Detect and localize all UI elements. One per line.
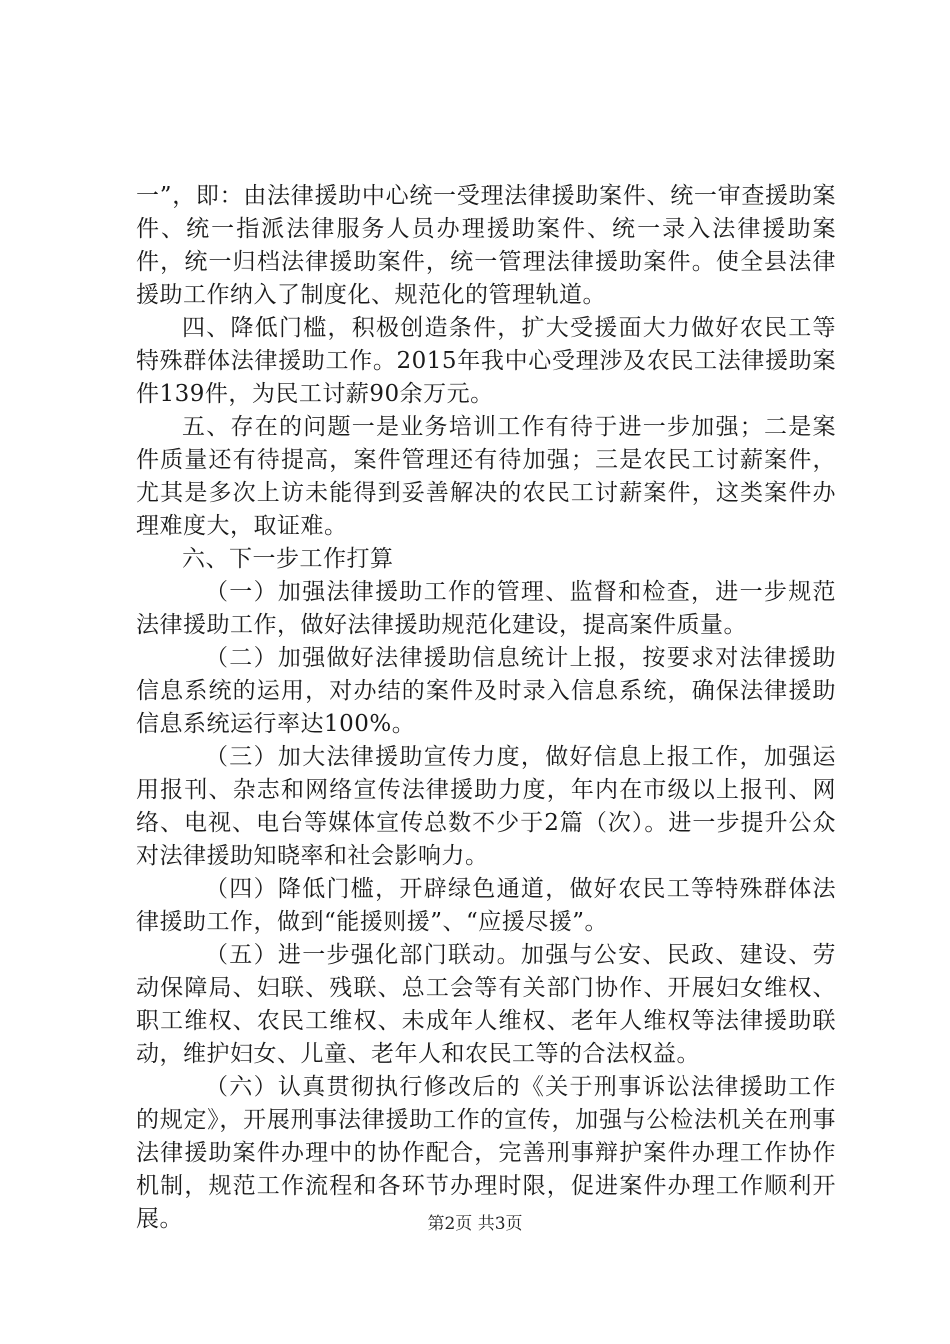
paragraph-item-4: （四）降低门槛，开辟绿色通道，做好农民工等特殊群体法律援助工作，做到“能援则援”、“应援尽援”。 bbox=[136, 876, 836, 935]
section-heading-six: 六、下一步工作打算 bbox=[182, 546, 394, 572]
paragraph-item-3: （三）加大法律援助宣传力度，做好信息上报工作，加强运用报刊、杂志和网络宣传法律援助力度，年内在市级以上报刊、网络、电视、电台等媒体宣传总数不少于2篇（次）。进一步提升公众对法律援助知晓率和社会影响力。 bbox=[136, 744, 836, 869]
paragraph-continuation: 一”，即：由法律援助中心统一受理法律援助案件、统一审查援助案件、统一指派法律服务人员办理援助案件、统一录入法律援助案件，统一归档法律援助案件，统一管理法律援助案件。使全县法律援助工作纳入了制度化、规范化的管理轨道。 bbox=[136, 183, 836, 308]
paragraph-item-6: （六）认真贯彻执行修改后的《关于刑事诉讼法律援助工作的规定》，开展刑事法律援助工作的宣传，加强与公检法机关在刑事法律援助案件办理中的协作配合，完善刑事辩护案件办理工作协作机制，规范工作流程和各环节办理时限，促进案件办理工作顺利开展。 bbox=[136, 1074, 836, 1232]
paragraph-section-five: 五、存在的问题一是业务培训工作有待于进一步加强；二是案件质量还有待提高，案件管理还有待加强；三是农民工讨薪案件，尤其是多次上访未能得到妥善解决的农民工讨薪案件，这类案件办理难度大，取证难。 bbox=[136, 414, 836, 539]
paragraph-section-four: 四、降低门槛，积极创造条件，扩大受援面大力做好农民工等特殊群体法律援助工作。2015年我中心受理涉及农民工法律援助案件139件，为民工讨薪90余万元。 bbox=[136, 315, 836, 407]
document-body bbox=[136, 180, 836, 1236]
paragraph-item-1: （一）加强法律援助工作的管理、监督和检查，进一步规范法律援助工作，做好法律援助规范化建设，提高案件质量。 bbox=[136, 579, 836, 638]
page-footer: 第2页 共3页 bbox=[427, 1214, 523, 1234]
paragraph-item-5: （五）进一步强化部门联动。加强与公安、民政、建设、劳动保障局、妇联、残联、总工会等有关部门协作、开展妇女维权、职工维权、农民工维权、未成年人维权、老年人维权等法律援助联动，维护妇女、儿童、老年人和农民工等的合法权益。 bbox=[136, 942, 836, 1067]
paragraph-item-2: （二）加强做好法律援助信息统计上报，按要求对法律援助信息系统的运用，对办结的案件及时录入信息系统，确保法律援助信息系统运行率达100%。 bbox=[136, 645, 836, 737]
